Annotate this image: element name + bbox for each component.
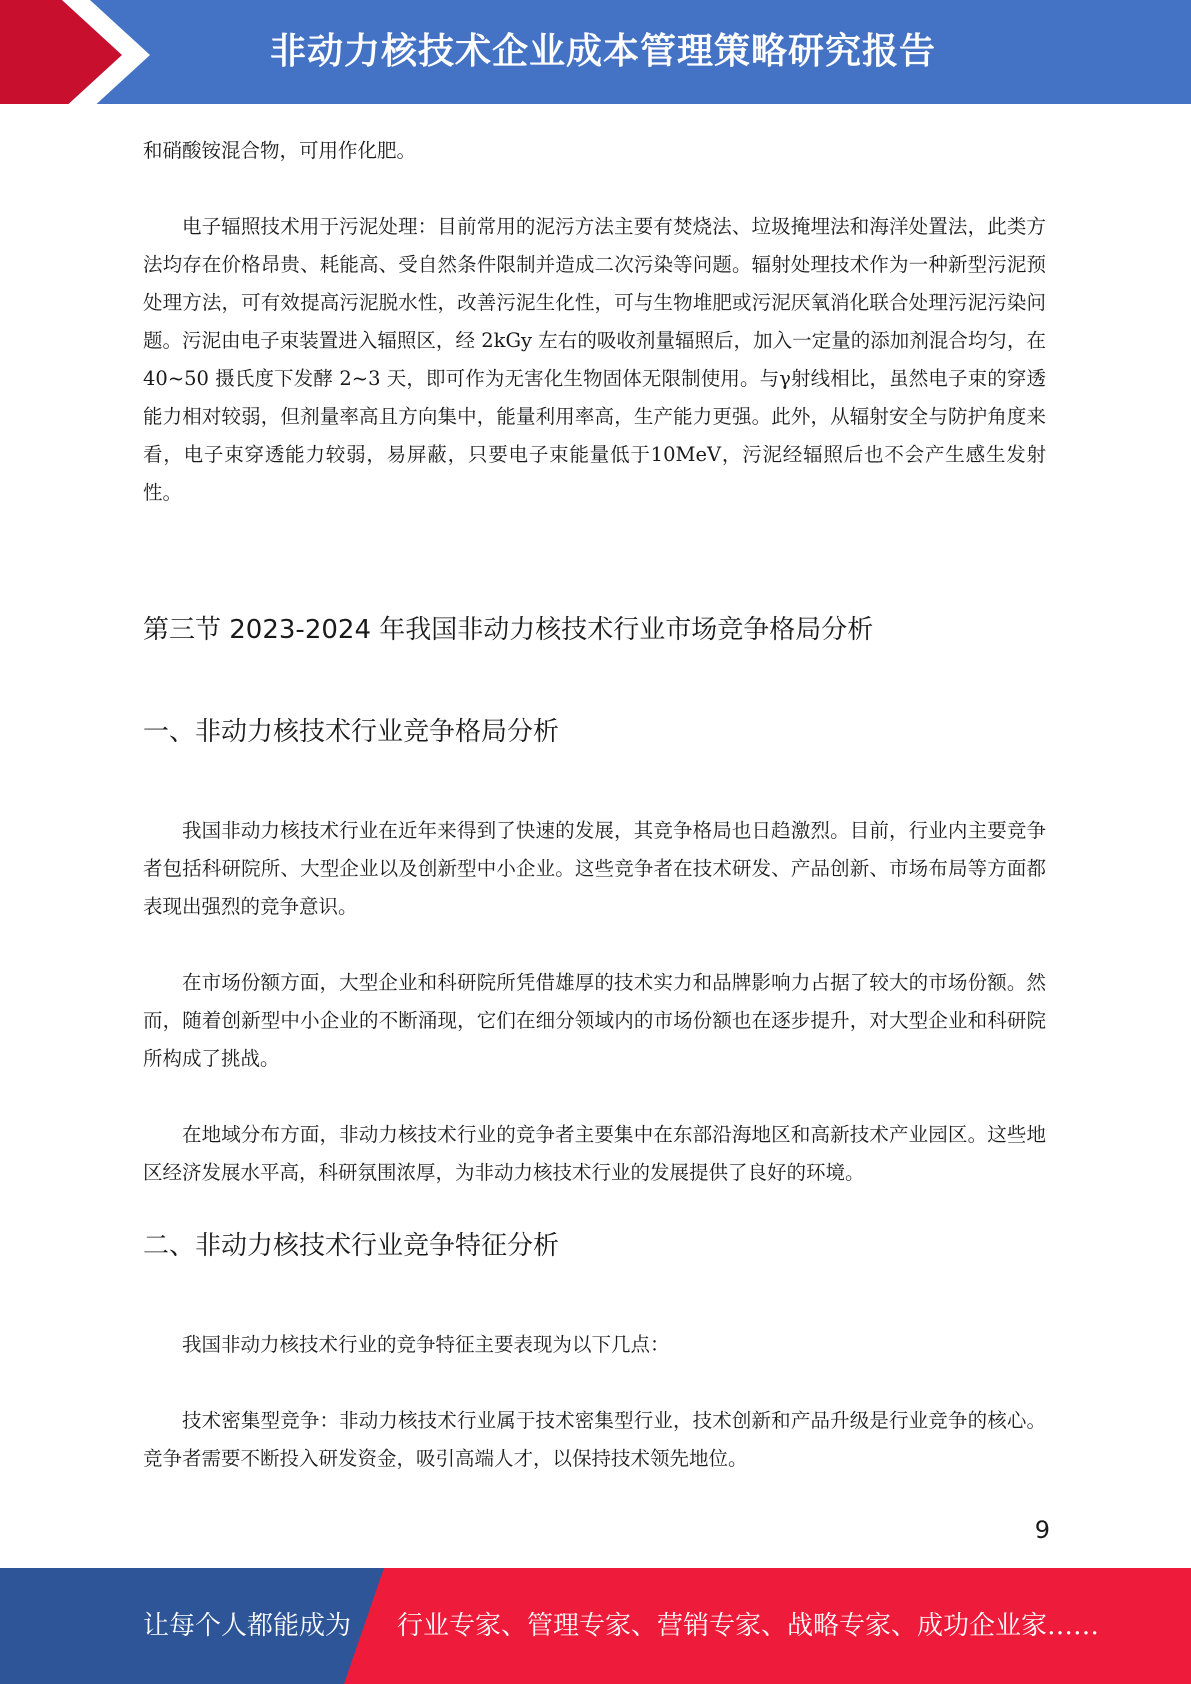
footer-slogan-right: 行业专家、管理专家、营销专家、战略专家、成功企业家……	[397, 1611, 1100, 1641]
page-content	[143, 132, 1046, 1478]
subsection-title-1: 一、非动力核技术行业竞争格局分析	[143, 717, 560, 747]
page-number: 9	[1034, 1516, 1050, 1544]
continued-paragraph: 和硝酸铵混合物，可用作化肥。	[143, 139, 417, 162]
paragraph-competition-1: 我国非动力核技术行业在近年来得到了快速的发展，其竞争格局也日趋激烈。目前，行业内主要竞争者包括科研院所、大型企业以及创新型中小企业。这些竞争者在技术研发、产品创新、市场布局等方面都表现出强烈的竞争意识。	[143, 819, 1046, 918]
paragraph-sludge-treatment: 电子辐照技术用于污泥处理：目前常用的泥污方法主要有焚烧法、垃圾掩埋法和海洋处置法，此类方法均存在价格昂贵、耗能高、受自然条件限制并造成二次污染等问题。辐射处理技术作为一种新型污泥预处理方法，可有效提高污泥脱水性，改善污泥生化性，可与生物堆肥或污泥厌氧消化联合处理污泥污染问题。污泥由电子束装置进入辐照区，经 2kGy 左右的吸收剂量辐照后，加入一定量的添加剂混合均匀，在 40~50 摄氏度下发酵 2~3 天，即可作为无害化生物固体无限制使用。与γ射线相比，虽然电子束的穿透能力相对较弱，但剂量率高且方向集中，能量利用率高，生产能力更强。此外，从辐射安全与防护角度来看，电子束穿透能力较弱，易屏蔽，只要电子束能量低于10MeV，污泥经辐照后也不会产生感生发射性。	[143, 215, 1046, 504]
paragraph-tech-intensive: 技术密集型竞争：非动力核技术行业属于技术密集型行业，技术创新和产品升级是行业竞争的核心。竞争者需要不断投入研发资金，吸引高端人才，以保持技术领先地位。	[143, 1409, 1046, 1470]
paragraph-competition-2: 在市场份额方面，大型企业和科研院所凭借雄厚的技术实力和品牌影响力占据了较大的市场份额。然而，随着创新型中小企业的不断涌现，它们在细分领域内的市场份额也在逐步提升，对大型企业和科研院所构成了挑战。	[143, 971, 1046, 1070]
paragraph-competition-3: 在地域分布方面，非动力核技术行业的竞争者主要集中在东部沿海地区和高新技术产业园区。这些地区经济发展水平高，科研氛围浓厚，为非动力核技术行业的发展提供了良好的环境。	[143, 1123, 1046, 1184]
footer-slogan-left: 让每个人都能成为	[143, 1611, 352, 1641]
page-footer	[0, 1568, 1191, 1684]
page-header	[0, 0, 1191, 110]
section-title: 第三节 2023-2024 年我国非动力核技术行业市场竞争格局分析	[143, 615, 874, 645]
paragraph-features-intro: 我国非动力核技术行业的竞争特征主要表现为以下几点：	[182, 1333, 670, 1356]
report-title: 非动力核技术企业成本管理策略研究报告	[270, 31, 937, 72]
subsection-title-2: 二、非动力核技术行业竞争特征分析	[143, 1231, 560, 1261]
